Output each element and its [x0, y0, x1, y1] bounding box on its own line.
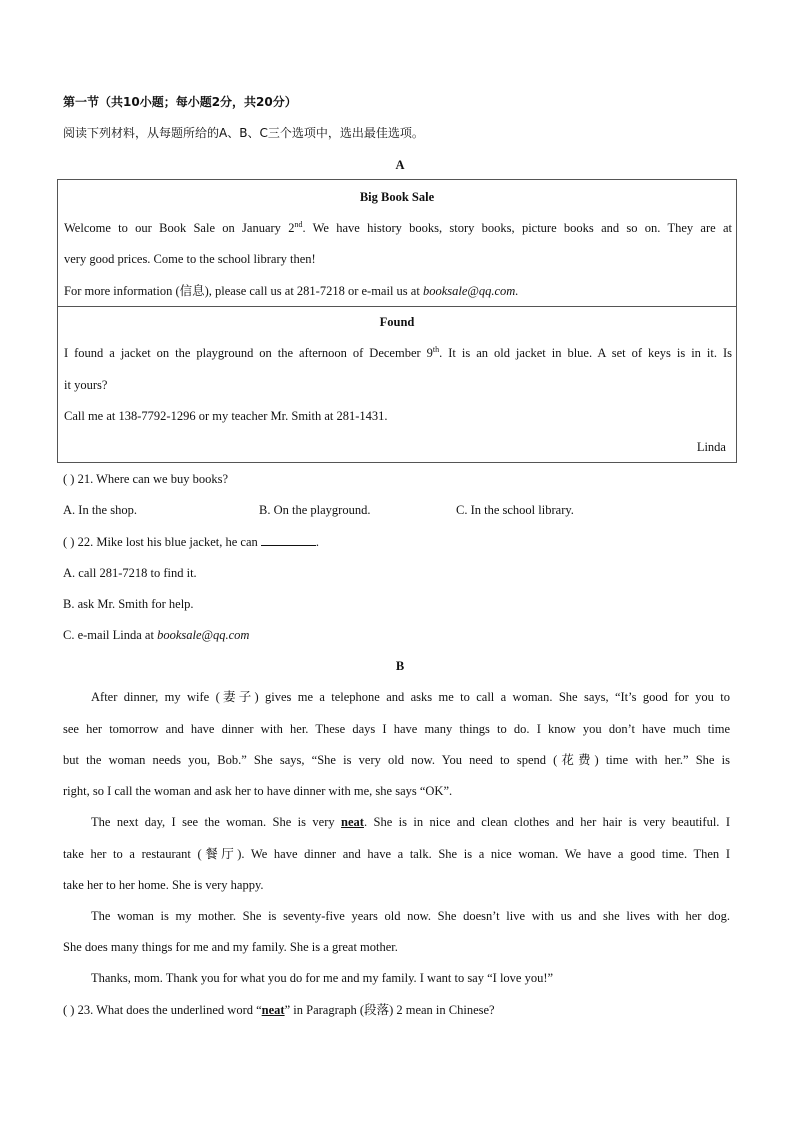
section-title: 第一节（共10小题；每小题2分，共20分） — [63, 95, 297, 109]
question-23: ( ) 23. What does the underlined word “neat” in Paragraph (段落) 2 mean in Chinese? — [63, 1003, 495, 1017]
section-instruction: 阅读下列材料，从每题所给的A、B、C三个选项中，选出最佳选项。 — [63, 126, 424, 140]
book-sale-title: Big Book Sale — [359, 190, 435, 204]
p1-line-4: right, so I call the woman and ask her to have dinner with me, she says “OK”. — [63, 784, 453, 798]
found-line-1: I found a jacket on the playground on the afternoon of December 9th. It is an old jacket in blue. A set of keys is in it. Is — [64, 345, 732, 360]
found-title: Found — [379, 315, 415, 329]
answer-blank — [261, 534, 316, 546]
book-sale-line-2: very good prices. Come to the school library then! — [64, 252, 316, 266]
question-22: ( ) 22. Mike lost his blue jacket, he can . — [63, 535, 319, 549]
q22-option-c: C. e-mail Linda at booksale@qq.com — [63, 628, 250, 642]
found-line-2: it yours? — [64, 378, 108, 392]
notice-table — [57, 179, 737, 463]
passage-b-label: B — [395, 659, 405, 673]
q22-option-a: A. call 281-7218 to find it. — [63, 566, 197, 580]
found-line-3: Call me at 138-7792-1296 or my teacher Mr. Smith at 281-1431. — [64, 409, 388, 423]
q22-option-b: B. ask Mr. Smith for help. — [63, 597, 194, 611]
book-sale-line-3: For more information (信息), please call us at 281-7218 or e-mail us at booksale@qq.com. — [64, 284, 519, 298]
question-21: ( ) 21. Where can we buy books? — [63, 472, 228, 486]
p3-line-1: The woman is my mother. She is seventy-five years old now. She doesn’t live with us and she lives with her dog. — [91, 909, 730, 923]
p1-line-3: but the woman needs you, Bob.” She says, “She is very old now. You need to spend (花费) time with her.” She is — [63, 753, 730, 767]
p3-line-2: She does many things for me and my family. She is a great mother. — [63, 940, 398, 954]
book-sale-line-1: Welcome to our Book Sale on January 2nd. We have history books, story books, picture books and so on. They are at — [64, 220, 732, 235]
p1-line-1: After dinner, my wife (妻子) gives me a telephone and asks me to call a woman. She says, “It’s good for you to — [91, 690, 730, 704]
q21-option-c: C. In the school library. — [456, 503, 574, 517]
q21-option-a: A. In the shop. — [63, 503, 137, 517]
p1-line-2: see her tomorrow and have dinner with her. These days I have many things to do. I know you don’t have much time — [63, 722, 730, 736]
p2-line-3: take her to her home. She is very happy. — [63, 878, 264, 892]
p2-line-1: The next day, I see the woman. She is very neat. She is in nice and clean clothes and her hair is very beautiful. I — [91, 815, 730, 829]
notice-divider — [58, 306, 736, 307]
underlined-word: neat — [341, 815, 364, 829]
q21-option-b: B. On the playground. — [259, 503, 371, 517]
found-signature: Linda — [696, 440, 726, 454]
email-address: booksale@qq.com. — [422, 284, 519, 298]
p2-line-2: take her to a restaurant (餐厅). We have dinner and have a talk. She is a nice woman. We have a good time. Then I — [63, 847, 730, 861]
p4-line-1: Thanks, mom. Thank you for what you do for me and my family. I want to say “I love you!” — [91, 971, 554, 985]
passage-a-label: A — [395, 158, 405, 172]
